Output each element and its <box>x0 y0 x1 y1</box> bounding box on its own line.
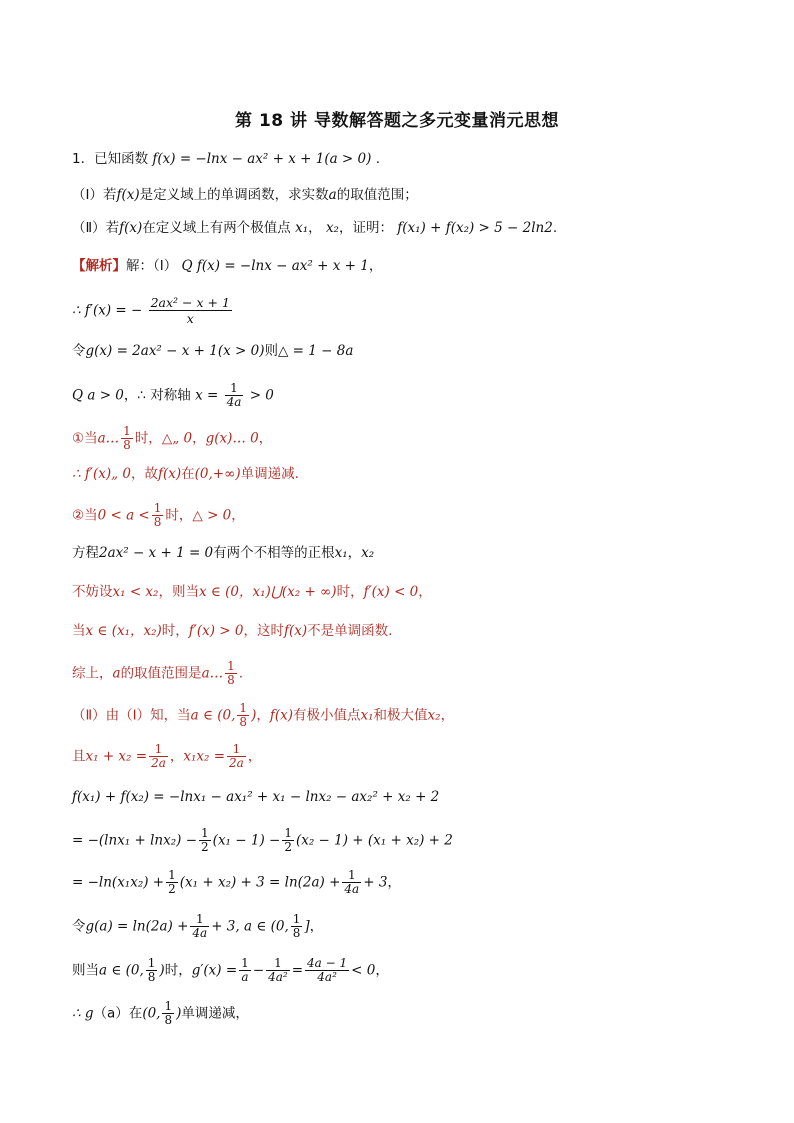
fraction-numerator: 1 <box>195 912 204 926</box>
math: x = <box>195 387 219 404</box>
part1-text: 是定义域上的单调函数，求实数 <box>139 187 329 203</box>
text: ①当 <box>72 430 98 447</box>
solution-line-13 <box>72 743 261 770</box>
fraction <box>225 382 244 409</box>
text: ， <box>309 918 324 935</box>
fraction <box>239 957 251 984</box>
math: = <box>291 962 304 979</box>
solution-line-10 <box>72 622 392 640</box>
math: > 0 <box>249 387 274 404</box>
fraction <box>305 957 349 984</box>
fraction-numerator: 1 <box>284 826 292 840</box>
solution-line-18 <box>72 957 389 984</box>
text: 且 <box>72 748 86 765</box>
solution-line-1 <box>72 257 382 275</box>
math: (0,+∞) <box>194 466 241 482</box>
text: ， <box>169 748 184 765</box>
math: f(x) <box>283 623 308 639</box>
solution-line-6 <box>72 465 299 483</box>
page-title: 第 18 讲 导数解答题之多元变量消元思想 <box>235 111 559 131</box>
text: ， <box>418 584 432 600</box>
part1-var: a <box>328 187 337 203</box>
text: 不是单调函数. <box>307 623 393 639</box>
solution-label: 【解析】 <box>72 258 126 274</box>
fraction-numerator: 1 <box>164 999 173 1013</box>
math: ∴ f′(x)„ 0 <box>72 466 131 482</box>
solution-line-17 <box>72 913 323 940</box>
part2-inequality: f(x₁) + f(x₂) > 5 − 2ln2 <box>397 220 553 236</box>
text: 时， <box>161 623 189 639</box>
text: ，∴ 对称轴 <box>123 387 191 404</box>
fraction-numerator: 1 <box>232 742 241 756</box>
part2-fx: f(x) <box>119 220 143 236</box>
math: f(x) <box>157 466 182 482</box>
text: 不妨设 <box>72 584 113 600</box>
math: f′(x) < 0 <box>363 584 419 600</box>
math: x ∈ (x₁，x₂) <box>85 623 162 639</box>
math: x ∈ (0，x₁)⋃(x₂ + ∞) <box>198 584 337 600</box>
math: f(x₁) + f(x₂) = −lnx₁ − ax₁² + x₁ − lnx₂ − ax₂² + x₂ + 2 <box>72 789 440 805</box>
text: ， <box>387 874 401 891</box>
solution-line-12 <box>72 702 454 729</box>
text: 有两个不相等的正根 <box>213 545 335 561</box>
math: △ > 0 <box>192 507 232 524</box>
fraction-numerator: 1 <box>227 659 235 673</box>
fraction <box>199 827 211 854</box>
discriminant: △ = 1 − 8a <box>277 343 354 359</box>
solution-line-2 <box>72 295 234 326</box>
gx-def: g(x) = 2ax² − x + 1(x > 0) <box>85 343 265 359</box>
text: （a）在 <box>93 1005 143 1022</box>
text: （Ⅱ）由（Ⅰ）知，当 <box>72 707 191 724</box>
fraction <box>225 660 237 687</box>
math: = −(lnx₁ + lnx₂) − <box>72 832 198 849</box>
text: 时， <box>164 962 192 979</box>
text: 和极大值 <box>373 707 428 724</box>
text: 令 <box>72 343 86 359</box>
text: ②当 <box>72 507 98 524</box>
fraction-denominator: 8 <box>292 926 301 940</box>
math: a ∈ (0, <box>99 962 144 979</box>
part2-text-2: ，证明： <box>338 220 393 236</box>
math: x₁ <box>334 545 348 561</box>
text: ，则当 <box>158 584 199 600</box>
math: g′(x) = <box>191 962 238 979</box>
math: 0 < a < <box>97 507 150 524</box>
fraction-denominator: x <box>149 310 232 326</box>
text: ， <box>231 507 245 524</box>
math: a ∈ (0, <box>190 707 236 724</box>
math: x₁ < x₂ <box>112 584 159 600</box>
fraction-numerator: 1 <box>153 501 162 515</box>
math: 2ax² − x + 1 = 0 <box>99 545 214 561</box>
text: ，故 <box>130 466 158 482</box>
solution-line-3 <box>72 342 353 360</box>
fraction-denominator: 4a <box>344 882 360 896</box>
solution-line-15 <box>72 827 453 854</box>
derivative-lhs: ∴ f′(x) = − <box>72 302 143 319</box>
math: a… <box>201 665 224 682</box>
text: 单调递减， <box>181 1005 249 1022</box>
math: + 3 <box>363 874 388 891</box>
text: 方程 <box>72 545 99 561</box>
solution-fx: Q f(x) = −lnx − ax² + x + 1 <box>181 258 369 274</box>
text: ， <box>347 545 362 561</box>
fraction-denominator: 4a² <box>268 970 288 984</box>
fraction-denominator: 8 <box>239 715 248 729</box>
text: 综上， <box>72 665 113 682</box>
fraction-denominator: 8 <box>164 1013 173 1027</box>
text: 时， <box>134 430 162 447</box>
solution-line-16 <box>72 869 401 896</box>
question-number: 1．已知函数 <box>72 151 149 167</box>
fraction <box>166 869 178 896</box>
math: (x₂ − 1) + (x₁ + x₂) + 2 <box>295 832 453 849</box>
text: ， <box>258 430 273 447</box>
part2-comma: ， <box>308 220 322 236</box>
text: 当 <box>72 623 86 639</box>
text: ， <box>375 962 389 979</box>
fraction-numerator: 1 <box>201 826 209 840</box>
math: f′(x) > 0 <box>188 623 244 639</box>
part1-label: （Ⅰ）若 <box>72 187 117 203</box>
math: (x₁ + x₂) + 3 = ln(2a) + <box>179 874 341 891</box>
math: − <box>252 962 265 979</box>
fraction-numerator: 1 <box>348 868 356 882</box>
math: ∴ g <box>72 1005 94 1022</box>
text: 在 <box>181 466 195 482</box>
math: f(x) <box>269 707 293 724</box>
fraction-denominator: 4a <box>192 926 208 940</box>
period: . <box>375 151 380 167</box>
math: △„ 0 <box>161 430 193 447</box>
text: 则当 <box>72 962 99 979</box>
solution-intro: 解：（Ⅰ） <box>126 258 178 274</box>
fraction-numerator: 1 <box>168 868 176 882</box>
math: x₁ + x₂ = <box>85 748 148 765</box>
question-line-1 <box>72 150 380 168</box>
math: x₁ <box>360 707 374 724</box>
fraction-denominator: 4a <box>226 395 242 409</box>
fraction <box>342 869 361 896</box>
part2-x1: x₁ <box>295 220 309 236</box>
fraction-denominator: 2a <box>151 756 166 770</box>
solution-line-8 <box>72 544 374 562</box>
solution-line-9 <box>72 583 432 601</box>
math: g(a) = ln(2a) + <box>85 918 189 935</box>
fraction-denominator: 2 <box>201 840 209 854</box>
part2-end: . <box>552 220 558 236</box>
fraction-numerator: 1 <box>147 956 156 970</box>
math: Q a > 0 <box>72 387 124 404</box>
fraction-numerator: 1 <box>241 956 249 970</box>
math: g(x)… 0 <box>205 430 259 447</box>
math: x₁x₂ = <box>183 748 226 765</box>
math: ) <box>176 1005 182 1022</box>
fraction <box>162 1000 174 1027</box>
part2-text: 在定义域上有两个极值点 <box>142 220 291 236</box>
text: ， <box>256 707 270 724</box>
math: (x₁ − 1) − <box>212 832 281 849</box>
text: ， <box>247 748 262 765</box>
math: < 0 <box>351 962 376 979</box>
math: ) <box>159 962 165 979</box>
part1-text-end: 的取值范围； <box>336 187 418 203</box>
fraction <box>149 743 168 770</box>
text: 令 <box>72 918 86 935</box>
math: + 3, a ∈ (0, <box>211 918 289 935</box>
text: 时， <box>165 507 193 524</box>
solution-line-7 <box>72 502 245 529</box>
fraction <box>266 957 290 984</box>
solution-line-5 <box>72 425 272 452</box>
text: 则 <box>264 343 278 359</box>
math: x₂ <box>427 707 441 724</box>
fraction-denominator: 8 <box>227 673 235 687</box>
fraction <box>227 743 246 770</box>
part2-x2: x₂ <box>325 220 339 236</box>
math: ] <box>304 918 310 935</box>
fraction-denominator: 4a² <box>305 970 349 984</box>
part2-label: （Ⅱ）若 <box>72 220 120 236</box>
fraction-denominator: 2 <box>284 840 292 854</box>
part1-fx: f(x) <box>116 187 140 203</box>
fraction-numerator: 2ax² − x + 1 <box>150 295 230 310</box>
math: (0, <box>142 1005 161 1022</box>
text: 的取值范围是 <box>120 665 202 682</box>
math: = −ln(x₁x₂) + <box>72 874 165 891</box>
sep: ， <box>368 258 383 274</box>
fraction <box>152 502 164 529</box>
fraction-denominator: a <box>239 970 251 984</box>
fraction-numerator: 1 <box>230 381 238 395</box>
fraction <box>282 827 294 854</box>
text: 时， <box>336 584 364 600</box>
fraction-denominator: 8 <box>153 515 162 529</box>
text: ， <box>440 707 455 724</box>
fraction-numerator: 1 <box>274 956 282 970</box>
solution-line-14 <box>72 788 439 806</box>
fraction <box>190 913 209 940</box>
fraction-numerator: 1 <box>292 912 301 926</box>
text: 有极小值点 <box>293 707 361 724</box>
function-definition: f(x) = −lnx − ax² + x + 1(a > 0) <box>152 151 372 167</box>
fraction-denominator: 2a <box>229 756 244 770</box>
fraction <box>237 702 249 729</box>
question-part-1 <box>72 186 418 204</box>
math: x₂ <box>361 545 375 561</box>
fraction-numerator: 1 <box>154 742 163 756</box>
fraction <box>121 425 133 452</box>
text: 单调递减. <box>240 466 299 482</box>
solution-line-11 <box>72 660 243 687</box>
fraction <box>291 913 303 940</box>
solution-line-4 <box>72 382 274 409</box>
text: . <box>238 665 244 682</box>
math: a… <box>97 430 120 447</box>
fraction-denominator: 8 <box>123 438 131 452</box>
math: a <box>112 665 121 682</box>
fraction-numerator: 4a − 1 <box>307 956 348 970</box>
math: ) <box>251 707 257 724</box>
fraction-numerator: 1 <box>239 701 248 715</box>
fraction-denominator: 2 <box>168 882 176 896</box>
text: ，这时 <box>243 623 284 639</box>
question-part-2 <box>72 219 557 237</box>
fraction <box>146 957 158 984</box>
text: ， <box>192 430 206 447</box>
derivative-fraction <box>149 295 232 326</box>
fraction-numerator: 1 <box>123 424 131 438</box>
fraction-denominator: 8 <box>147 970 156 984</box>
solution-line-19 <box>72 1000 249 1027</box>
